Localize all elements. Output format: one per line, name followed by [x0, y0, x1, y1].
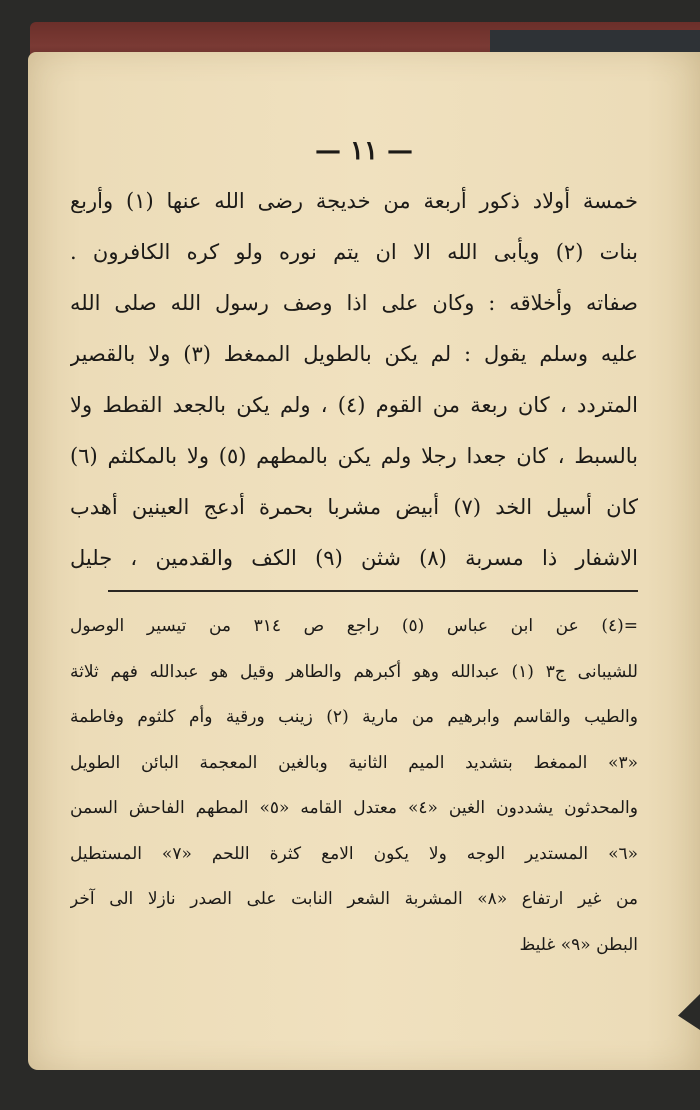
main-line: بالسبط ، كان جعدا رجلا ولم يكن بالمطهم (٥) ولا بالمكلثم (٦) — [70, 444, 638, 468]
footnote-line: البطن «٩» غليظ — [519, 934, 638, 955]
main-text — [70, 176, 638, 584]
footnote-line: =(٤) عن ابن عباس (٥) راجع ص ٣١٤ من تيسير الوصول — [70, 616, 638, 636]
main-line: خمسة أولاد ذكور أربعة من خديجة رضى الله عنها (١) وأربع — [70, 189, 638, 213]
main-line: كان أسيل الخد (٧) أبيض مشربا بحمرة أدعج العينين أهدب — [70, 495, 638, 519]
main-line: بنات (٢) ويأبى الله الا ان يتم نوره ولو كره الكافرون . — [70, 240, 638, 264]
footnote-line: «٣» الممغط بتشديد الميم الثانية وبالغين المعجمة البائن الطويل — [70, 752, 638, 773]
footnote-divider — [108, 590, 638, 592]
footnote-line: للشيبانى ج٣ (١) عبدالله وهو أكبرهم والطاهر وقيل هو عبدالله فهم ثلاثة — [70, 661, 638, 682]
main-line: المتردد ، كان ربعة من القوم (٤) ، ولم يكن بالجعد القطط ولا — [70, 393, 638, 417]
footnote-line: والطيب والقاسم وابرهيم من مارية (٢) زينب ورقية وأم كلثوم وفاطمة — [70, 707, 638, 727]
book-page — [28, 52, 700, 1070]
page-number: — ١١ — — [314, 136, 414, 166]
main-line: صفاته وأخلاقه : وكان على اذا وصف رسول الله صلى الله — [70, 291, 638, 315]
footnotes — [70, 604, 638, 968]
main-line: الاشفار ذا مسربة (٨) شثن (٩) الكف والقدمين ، جليل — [70, 546, 638, 570]
footnote-line: والمحدثون يشددون الغين «٤» معتدل القامه «٥» المطهم الفاحش السمن — [70, 798, 638, 818]
footnote-line: من غير ارتفاع «٨» المشربة الشعر النابت على الصدر نازلا الى آخر — [70, 889, 638, 909]
torn-corner — [678, 994, 700, 1030]
main-line: عليه وسلم يقول : لم يكن بالطويل الممغط (٣) ولا بالقصير — [70, 342, 638, 366]
footnote-line: «٦» المستدير الوجه ولا يكون الامع كثرة اللحم «٧» المستطيل — [70, 843, 638, 864]
